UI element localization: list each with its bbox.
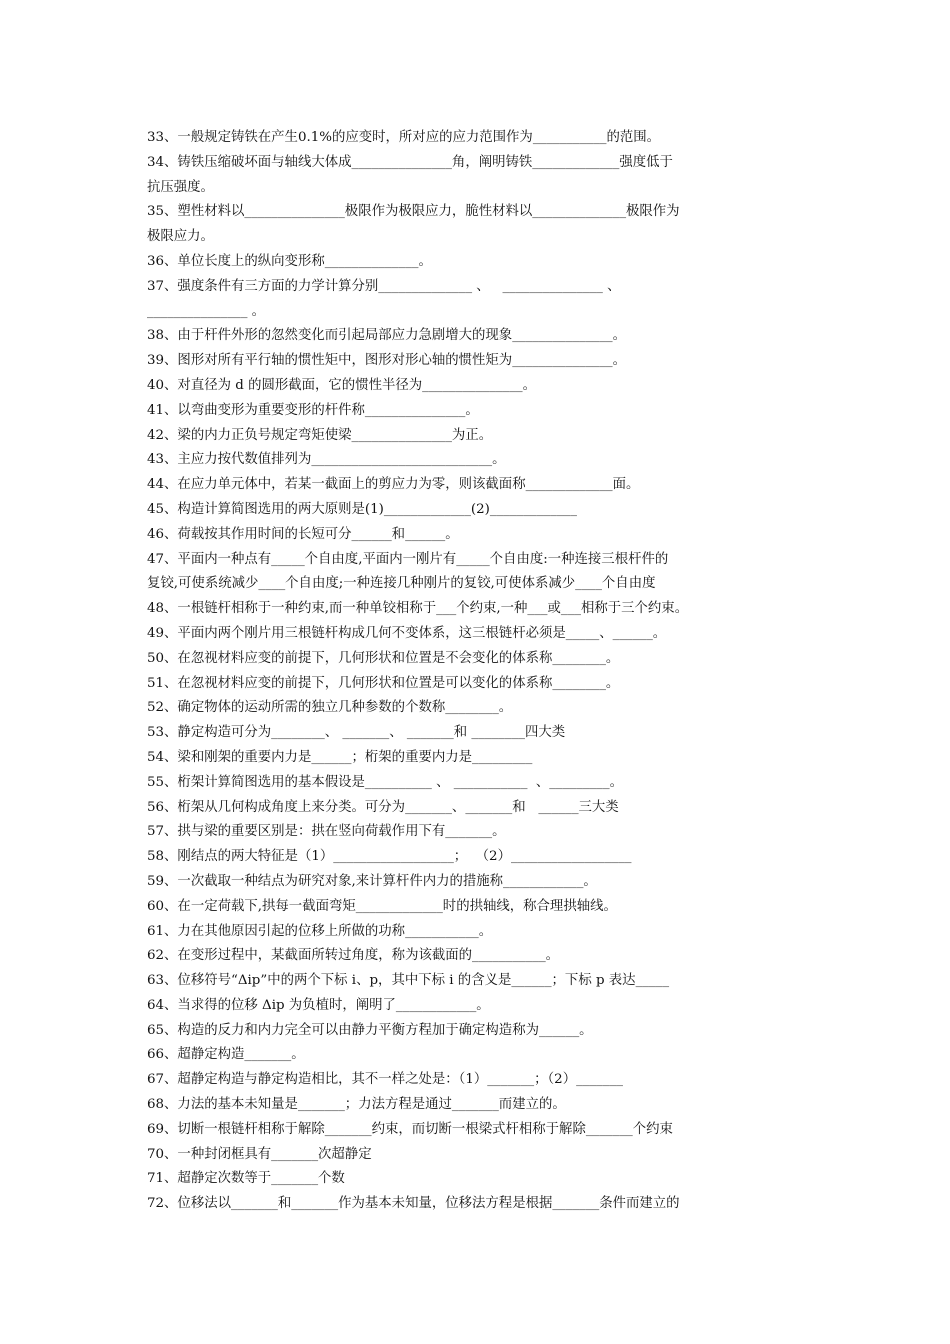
text-line: 66、超静定构造_______。 (147, 1047, 305, 1063)
text-line: 43、主应力按代数值排列为___________________________。 (147, 452, 506, 468)
text-line: 34、铸铁压缩破坏面与轴线大体成_______________角，阐明铸铁_____________强度低于 (147, 154, 673, 170)
text-line: 62、在变形过程中，某截面所转过角度，称为该截面的___________。 (147, 948, 560, 964)
text-line: 复铰,可使系统减少____个自由度;一种连接几种刚片的复铰,可使体系减少____个自由度 (147, 576, 656, 592)
text-line: 53、静定构造可分为________、 _______、 _______和 ________四大类 (147, 725, 566, 741)
text-line: 54、梁和刚架的重要内力是______；桁架的重要内力是_________ (147, 749, 533, 765)
text-line: 36、单位长度上的纵向变形称______________。 (147, 253, 432, 269)
text-line: 35、塑性材料以_______________极限作为极限应力，脆性材料以______________极限作为 (147, 204, 680, 220)
text-line: 38、由于杆件外形的忽然变化而引起局部应力急剧增大的现象_______________。 (147, 328, 627, 344)
text-line: 50、在忽视材料应变的前提下，几何形状和位置是不会变化的体系称________。 (147, 650, 620, 666)
text-line: 51、在忽视材料应变的前提下，几何形状和位置是可以变化的体系称________。 (147, 675, 620, 691)
text-line: 70、一种封闭框具有_______次超静定 (147, 1146, 372, 1162)
text-line: 72、位移法以_______和_______作为基本未知量，位移法方程是根据_______条件而建立的 (147, 1196, 680, 1212)
text-line: 68、力法的基本未知量是_______；力法方程是通过_______而建立的。 (147, 1097, 566, 1113)
text-line: 39、图形对所有平行轴的惯性矩中，图形对形心轴的惯性矩为_______________。 (147, 353, 627, 369)
text-line: 63、位移符号“Δip”中的两个下标 i、p，其中下标 i 的含义是______；下标 p 表达_____ (147, 973, 670, 989)
text-line: 47、平面内一种点有_____个自由度,平面内一刚片有_____个自由度:一种连接三根杆件的 (147, 551, 669, 567)
text-line: 65、构造的反力和内力完全可以由静力平衡方程加于确定构造称为______。 (147, 1022, 593, 1038)
text-line: 60、在一定荷载下,拱每一截面弯矩_____________时的拱轴线，称合理拱轴线。 (147, 898, 617, 914)
text-line: 59、一次截取一种结点为研究对象,来计算杆件内力的措施称____________。 (147, 873, 597, 889)
text-line: 48、一根链杆相称于一种约束,而一种单铰相称于___个约束,一种___或___相称于三个约束。 (147, 601, 689, 617)
text-line: 37、强度条件有三方面的力学计算分别______________ 、 _______________ 、 (147, 278, 621, 294)
text-line: 44、在应力单元体中，若某一截面上的剪应力为零，则该截面称_____________面。 (147, 477, 640, 493)
text-line: 56、桁架从几何构成角度上来分类。可分为_______、_______和 ______三大类 (147, 799, 619, 815)
text-line: 极限应力。 (147, 229, 214, 245)
text-line: 45、构造计算简图选用的两大原则是(1)_____________(2)_____________ (147, 501, 577, 517)
text-line: 49、平面内两个刚片用三根链杆构成几何不变体系，这三根链杆必须是_____、______。 (147, 625, 667, 641)
text-line: 69、切断一根链杆相称于解除_______约束，而切断一根梁式杆相称于解除_______个约束 (147, 1121, 673, 1137)
text-line: 42、梁的内力正负号规定弯矩使梁_______________为正。 (147, 427, 493, 443)
text-line: _______________ 。 (147, 303, 266, 319)
text-line: 52、确定物体的运动所需的独立几种参数的个数称________。 (147, 700, 513, 716)
text-line: 58、刚结点的两大特征是（1）__________________； （2）__________________ (147, 849, 632, 865)
text-line: 46、荷载按其作用时间的长短可分______和______。 (147, 526, 459, 542)
text-line: 61、力在其他原因引起的位移上所做的功称___________。 (147, 923, 493, 939)
text-line: 40、对直径为 d 的圆形截面，它的惯性半径为_______________。 (147, 377, 536, 393)
question-list (147, 126, 827, 1217)
text-line: 33、一般规定铸铁在产生0.1%的应变时，所对应的应力范围作为___________的范围。 (147, 130, 661, 145)
text-line: 71、超静定次数等于_______个数 (147, 1171, 345, 1187)
text-line: 67、超静定构造与静定构造相比，其不一样之处是：（1）_______；（2）_______ (147, 1072, 623, 1088)
text-line: 41、以弯曲变形为重要变形的杆件称_______________。 (147, 402, 479, 418)
text-line: 57、拱与梁的重要区别是：拱在竖向荷载作用下有_______。 (147, 824, 506, 840)
text-line: 55、桁架计算简图选用的基本假设是__________ 、 ___________ 、_________。 (147, 774, 623, 790)
text-line: 64、当求得的位移 Δip 为负植时，阐明了____________。 (147, 997, 490, 1013)
text-line: 抗压强度。 (147, 179, 214, 195)
